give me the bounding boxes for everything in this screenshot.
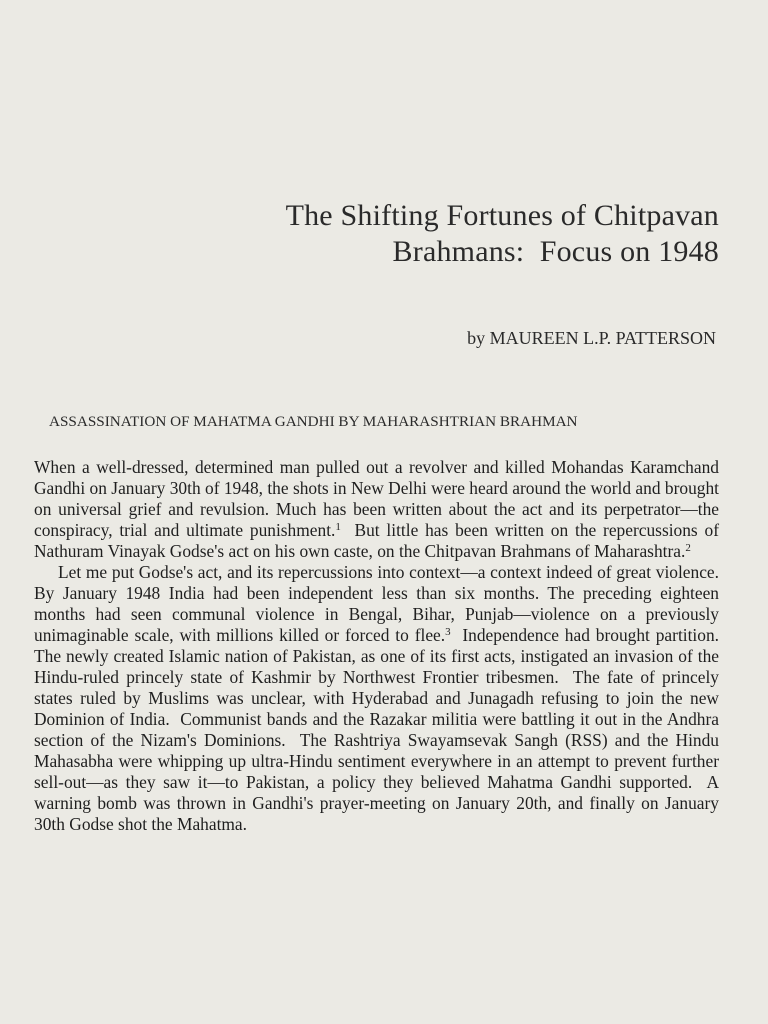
footnote-ref-2: 2 — [685, 542, 691, 554]
paragraph-2 — [34, 562, 728, 835]
paragraph-1-text-b: But little has been written on the repercussions of Nathuram Vinayak Godse's act on his own caste, on the Chitpavan Brahmans of Maharashtra. — [34, 520, 724, 561]
footnote-ref-1: 1 — [335, 521, 341, 533]
title-line-2: Brahmans: Focus on 1948 — [392, 235, 719, 268]
article-body — [34, 457, 728, 835]
article-title — [99, 198, 719, 270]
title-line-1: The Shifting Fortunes of Chitpavan — [285, 199, 719, 232]
paragraph-2-text-a: Let me put Godse's act, and its repercussions into context—a context indeed of great violence. By January 1948 India had been independent less than six months. The preceding eighteen months had seen communal violence in Bengal, Bihar, Punjab—violence on a previously unimaginable scale, with millions killed or forced to flee. — [34, 562, 719, 645]
paragraph-2-text-b: Independence had brought partition. The newly created Islamic nation of Pakistan, as one of its first acts, instigated an invasion of the Hindu-ruled princely state of Kashmir by Northwest Frontier tribesmen. The fate of princely states ruled by Muslims was unclear, with Hyderabad and Junagadh refusing to join the new Dominion of India. Communist bands and the Razakar militia were battling it out in the Andhra section of the Nizam's Dominions. The Rashtriya Swayamsevak Sangh (RSS) and the Hindu Mahasabha were whipping up ultra-Hindu sentiment everywhere in an attempt to prevent further sell-out—as they saw it—to Pakistan, a policy they believed Mahatma Gandhi supported. A warning bomb was thrown in Gandhi's prayer-meeting on January 20th, and finally on January 30th Godse shot the Mahatma. — [34, 625, 728, 834]
paragraph-1 — [34, 457, 724, 562]
footnote-ref-3: 3 — [445, 626, 451, 638]
paragraph-1-text-a: When a well-dressed, determined man pulled out a revolver and killed Mohandas Karamchand Gandhi on January 30th of 1948, the shots in New Delhi were heard around the world and brought on universal grief and revulsion. Much has been written about the act and its perpetrator—the conspiracy, trial and ultimate punishment. — [34, 457, 719, 540]
author-byline: by MAUREEN L.P. PATTERSON — [467, 328, 716, 348]
section-heading: ASSASSINATION OF MAHATMA GANDHI BY MAHARASHTRIAN BRAHMAN — [49, 413, 578, 430]
